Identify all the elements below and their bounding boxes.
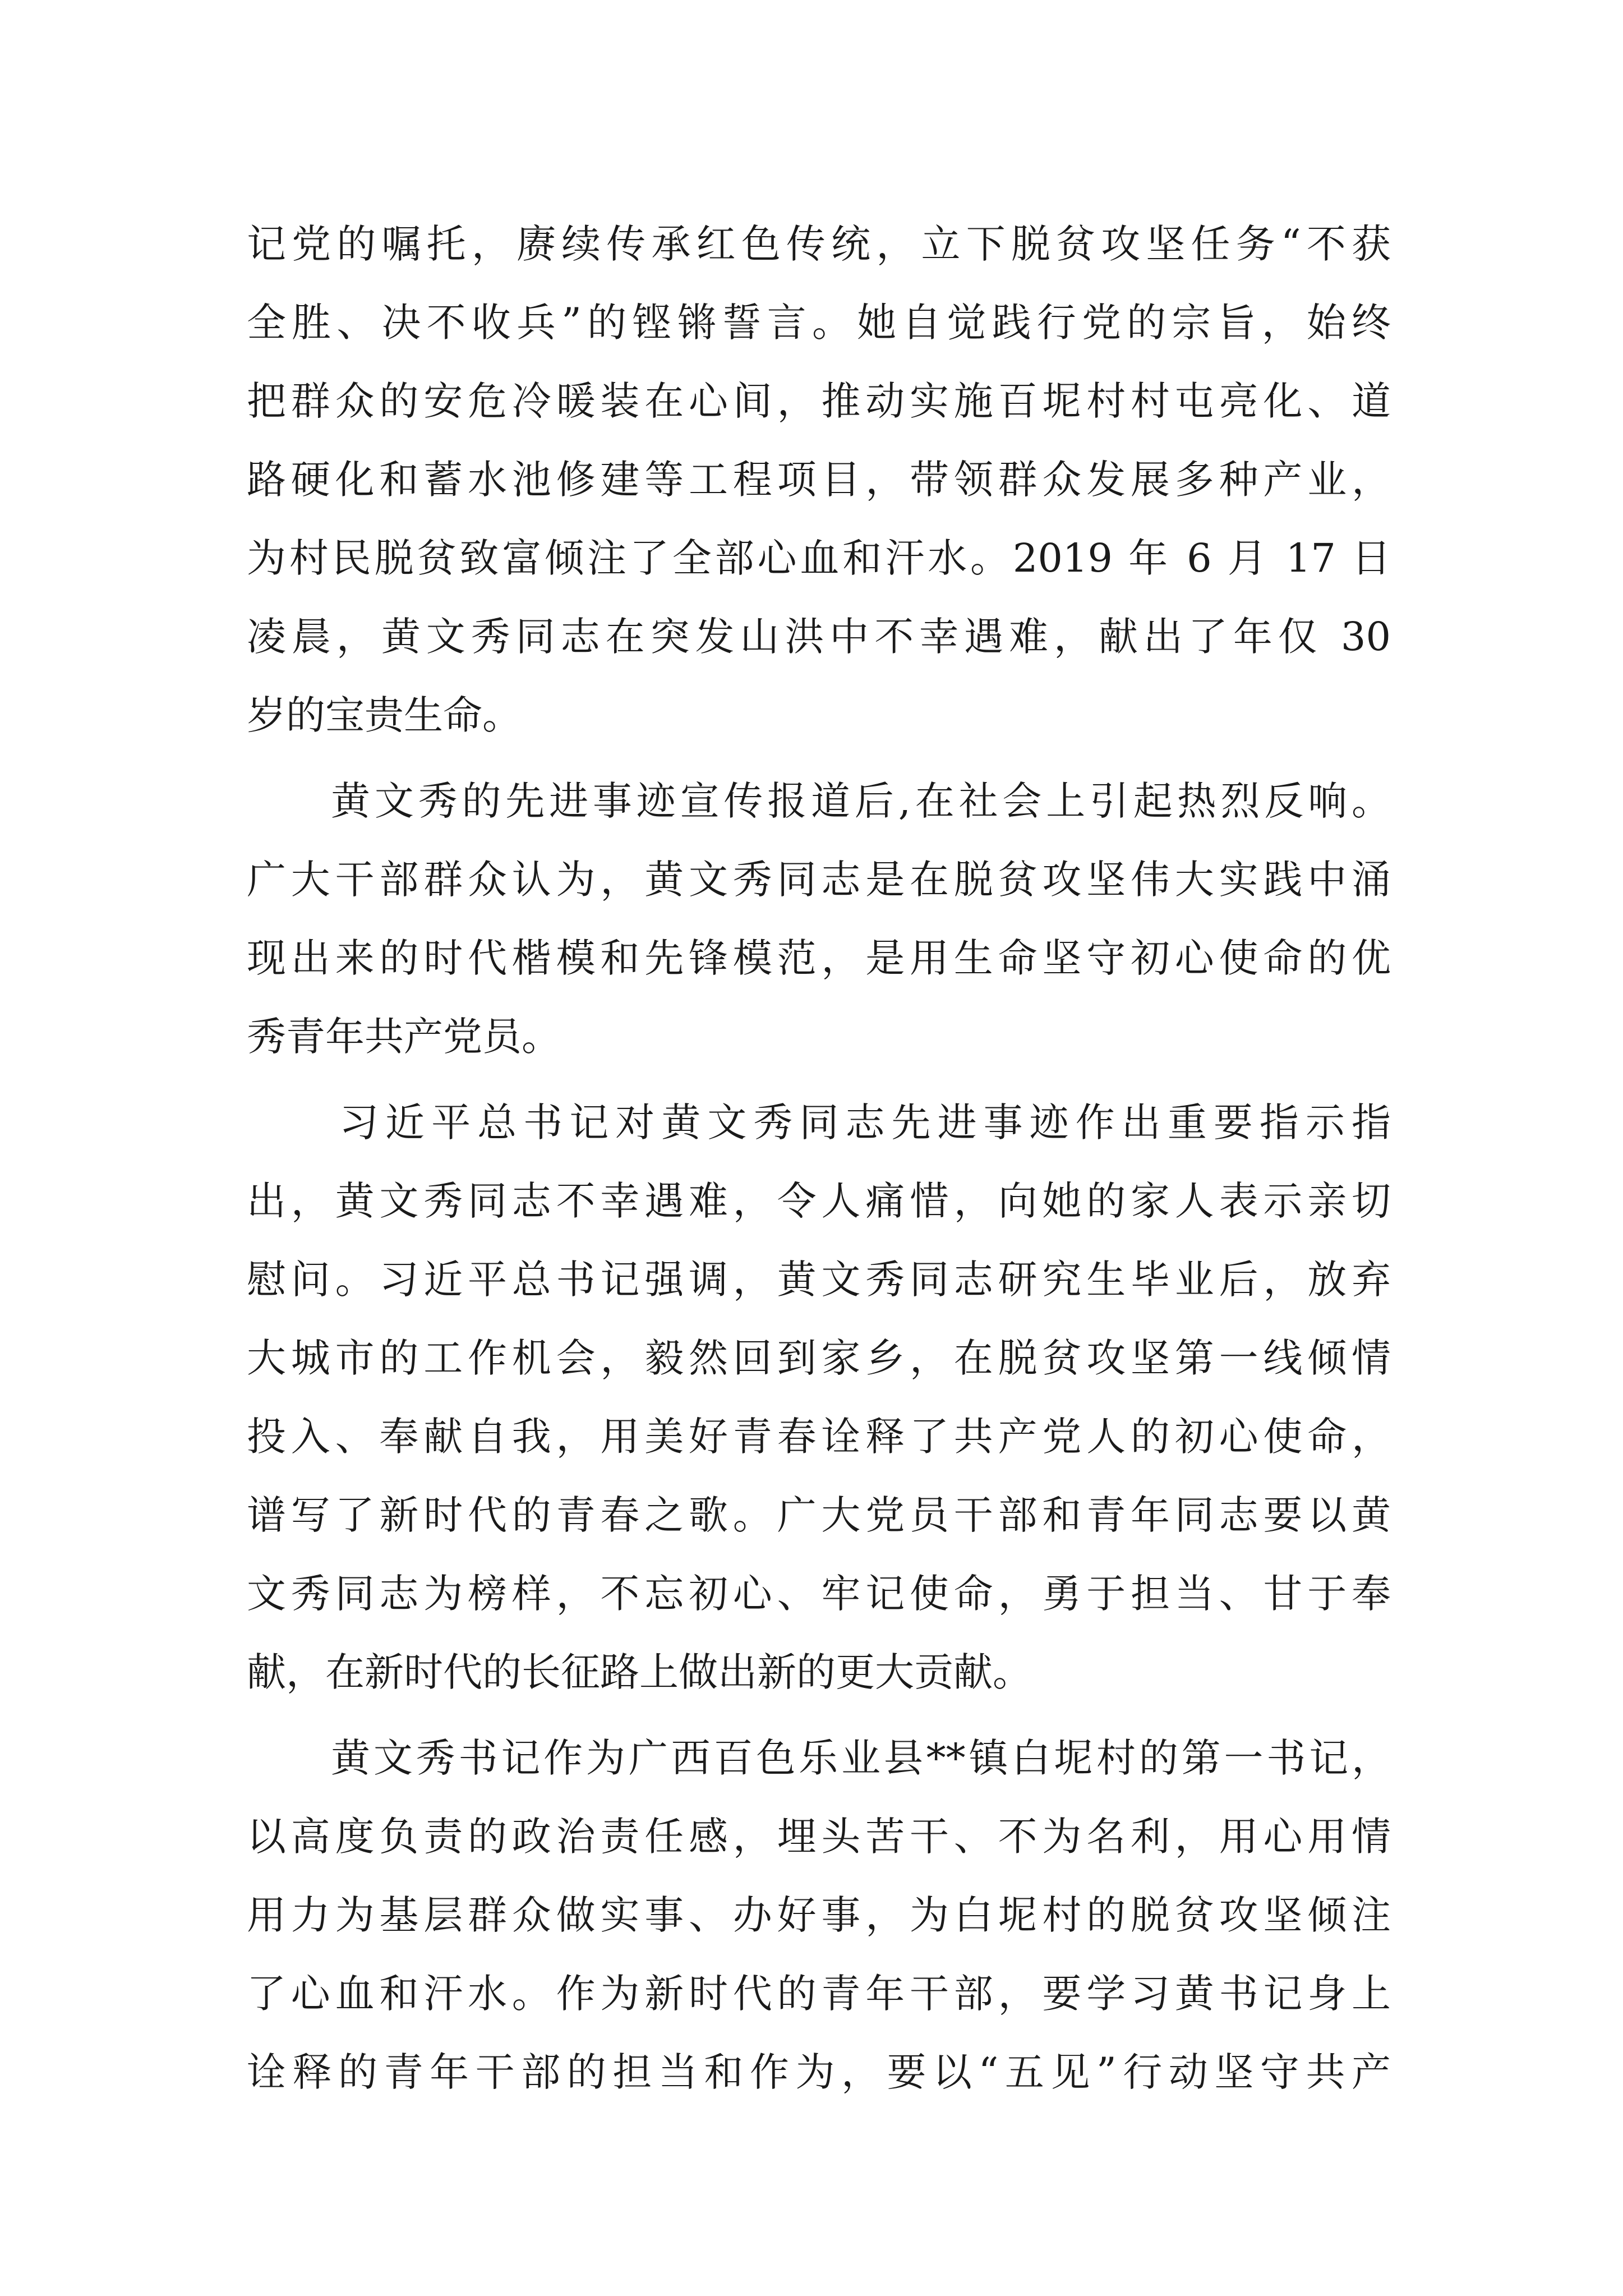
text-line: 用力为基层群众做实事、办好事，为白坭村的脱贫攻坚倾注 [247, 1892, 1391, 1938]
text-line: 习近平总书记对黄文秀同志先进事迹作出重要指示指 [339, 1099, 1391, 1145]
text-line: 了心血和汗水。作为新时代的青年干部，要学习黄书记身上 [247, 1971, 1391, 2017]
text-line: 献，在新时代的长征路上做出新的更大贡献。 [247, 1649, 1032, 1695]
text-line: 谱写了新时代的青春之歌。广大党员干部和青年同志要以黄 [247, 1492, 1391, 1538]
text-line: 出，黄文秀同志不幸遇难，令人痛惜，向她的家人表示亲切 [247, 1178, 1391, 1224]
text-line: 记党的嘱托，赓续传承红色传统，立下脱贫攻坚任务“不获 [247, 221, 1391, 267]
text-line: 现出来的时代楷模和先锋模范，是用生命坚守初心使命的优 [247, 935, 1391, 981]
text-line: 凌晨，黄文秀同志在突发山洪中不幸遇难，献出了年仅 30 [247, 614, 1391, 660]
document-body [247, 205, 1391, 2111]
text-line: 慰问。习近平总书记强调，黄文秀同志研究生毕业后，放弃 [247, 1257, 1391, 1303]
paragraph-3 [247, 1083, 1391, 1711]
text-line: 投入、奉献自我，用美好青春诠释了共产党人的初心使命， [247, 1414, 1391, 1460]
paragraph-1 [247, 205, 1391, 754]
text-line: 岁的宝贵生命。 [247, 692, 522, 738]
text-line: 路硬化和蓄水池修建等工程项目，带领群众发展多种产业， [247, 457, 1391, 503]
text-line: 把群众的安危冷暖装在心间，推动实施百坭村村屯亮化、道 [247, 378, 1391, 424]
paragraph-2 [247, 762, 1391, 1076]
text-line: 诠释的青年干部的担当和作为，要以“五见”行动坚守共产 [247, 2049, 1391, 2095]
text-line: 文秀同志为榜样，不忘初心、牢记使命，勇于担当、甘于奉 [247, 1571, 1391, 1617]
text-line: 秀青年共产党员。 [247, 1014, 561, 1060]
paragraph-4 [247, 1719, 1391, 2111]
text-line: 广大干部群众认为，黄文秀同志是在脱贫攻坚伟大实践中涌 [247, 857, 1391, 903]
text-line: 黄文秀书记作为广西百色乐业县**镇白坭村的第一书记， [331, 1735, 1391, 1781]
text-line: 黄文秀的先进事迹宣传报道后,在社会上引起热烈反响。 [331, 778, 1391, 824]
text-line: 大城市的工作机会，毅然回到家乡，在脱贫攻坚第一线倾情 [247, 1335, 1391, 1381]
text-line: 为村民脱贫致富倾注了全部心血和汗水。2019 年 6 月 17 日 [247, 535, 1391, 581]
text-line: 以高度负责的政治责任感，埋头苦干、不为名利，用心用情 [247, 1814, 1391, 1860]
text-line: 全胜、决不收兵”的铿锵誓言。她自觉践行党的宗旨，始终 [247, 300, 1391, 346]
